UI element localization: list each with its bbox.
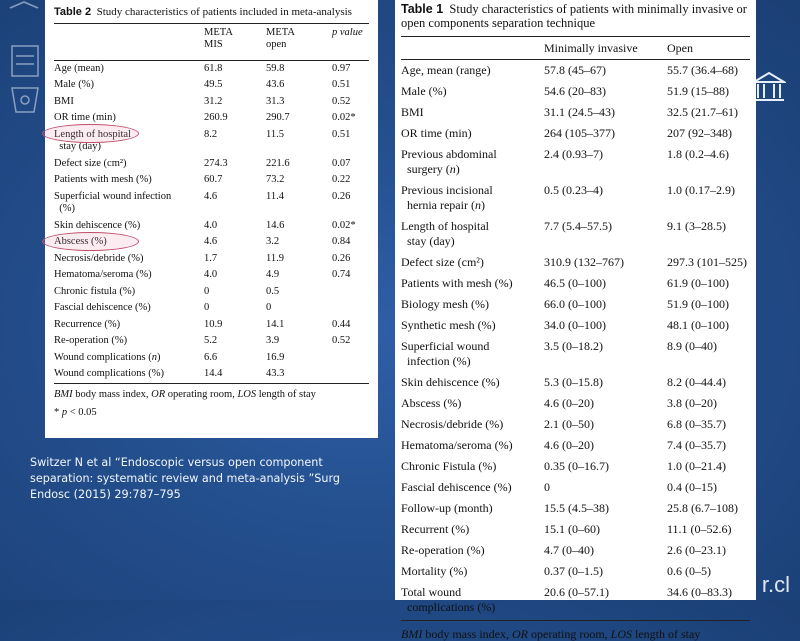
table1-row [401,273,750,294]
table2-cell-mis: 0 [204,302,210,313]
table2-cell-label: Wound complications (%) [54,368,164,379]
table2-cell-mis: 4.6 [204,190,218,202]
table1-cell-open: 0.4 (0–15) [667,480,717,494]
table1-cell-mis: 0.37 (0–1.5) [544,564,603,578]
table1-cell-open: 297.3 (101–525) [667,255,747,269]
table2-cell-mis: 1.7 [204,252,218,264]
table1-cell-label: Mortality (%) [401,564,468,578]
table1-header-row [401,37,750,60]
table1-cell-label: Abscess (%) [401,396,462,410]
watermark-text: r.cl [761,572,790,597]
table2-header-label [54,24,204,60]
table2-row [54,189,369,218]
institution-crest-icon [4,0,46,120]
table2-cell-label: Skin dehiscence (%) [54,219,141,231]
table2-cell-label: Fascial dehiscence (%) [54,302,151,313]
citation-text: Switzer N et al “Endoscopic versus open component separation: systematic review and meta-analysis ”Surg Endosc (2015) 29:787–795 [30,456,340,501]
table1-row [401,498,750,519]
table1-row [401,336,750,372]
table1-footnote: BMI body mass index, OR operating room, LOS length of stay [401,627,701,641]
table1-cell-open: 51.9 (15–88) [667,84,729,98]
table2-row [54,172,369,189]
table1-cell-open: 51.9 (0–100) [667,297,729,311]
table1-cell-mis: 20.6 (0–57.1) [544,585,609,599]
table2-cell-open: 31.3 [266,95,285,107]
table2-cell-mis: 6.6 [204,351,218,363]
table2-cell-p: 0.44 [332,318,351,330]
table2-cell-mis: 10.9 [204,318,223,330]
table1-cell-label: BMI [401,105,424,119]
table2-cell-open: 59.8 [266,62,285,74]
table2-cell-label: Male (%) [54,79,94,90]
table1-cell-open: 32.5 (21.7–61) [667,105,738,119]
table1-cell-open: 6.8 (0–35.7) [667,417,726,431]
table1-cell-label: Necrosis/debride (%) [401,417,504,431]
table1-header-label [401,37,544,60]
table2-cell-open: 11.9 [266,252,284,264]
table2-cell-open: 11.4 [266,190,284,202]
table1-cell-label: Synthetic mesh (%) [401,318,496,332]
table2-cell-open: 3.2 [266,236,280,247]
table2-cell-label: BMI [54,95,74,107]
table2-body [54,60,369,383]
table2-row [54,284,369,301]
table2-cell-p: 0.52 [332,335,351,346]
table1-cell-open: 25.8 (6.7–108) [667,501,738,515]
table1-cell-open: 1.0 (0.17–2.9) [667,183,735,197]
table1-cell-mis: 4.6 (0–20) [544,438,594,452]
table1-cell-label: Follow-up (month) [401,501,493,515]
table1-cell-label: Patients with mesh (%) [401,276,513,290]
table2-cell-mis: 61.8 [204,62,223,74]
table1-cell-open: 55.7 (36.4–68) [667,63,738,77]
table1-cell-open: 1.0 (0–21.4) [667,459,726,473]
building-logo-icon [752,70,786,104]
table2-cell-label: Necrosis/debride (%) [54,252,144,264]
table2-cell-mis: 260.9 [204,112,228,123]
table1-cell-mis: 5.3 (0–15.8) [544,375,603,389]
or-time-highlight [42,124,139,143]
table2-cell-open: 73.2 [266,174,285,185]
table1-cell-open: 207 (92–348) [667,126,732,140]
table1-cell-mis: 310.9 (132–767) [544,255,624,269]
table1-row [401,372,750,393]
table1-cell-mis: 2.1 (0–50) [544,417,594,431]
table2-cell-label: Defect size (cm²) [54,157,127,169]
table2-row [54,77,369,94]
table2-cell-mis: 4.0 [204,269,218,280]
table2-caption-label: Table 2 [54,6,92,18]
table1-cell-mis: 4.7 (0–40) [544,543,594,557]
table1-cell-mis: 0 [544,480,550,494]
table1-cell-mis: 0.35 (0–16.7) [544,459,609,473]
table1-panel [395,0,756,641]
table2-panel [45,0,378,438]
table2-cell-label: Chronic fistula (%) [54,285,136,297]
table1-row [401,582,750,618]
table2-significance-note: * p < 0.05 [54,406,97,418]
table2-cell-label: Age (mean) [54,62,104,74]
table2-header-mis: META MIS [204,27,233,50]
table1-row [401,315,750,336]
table2-cell-p [332,300,369,317]
table2-caption-text: Study characteristics of patients included in meta-analysis [96,6,352,18]
table2-cell-open: 16.9 [266,351,285,363]
table1-cell-label: Biology mesh (%) [401,297,489,311]
table2-row [54,300,369,317]
table1-row [401,519,750,540]
table1-cell-label: Length of hospital stay (day) [401,219,489,248]
table2-cell-p: 0.52 [332,95,351,107]
table1-row [401,81,750,102]
table1-cell-open: 2.6 (0–23.1) [667,543,726,557]
table2-cell-p: 0.84 [332,236,351,247]
table1-cell-mis: 3.5 (0–18.2) [544,339,603,353]
table1-row [401,252,750,273]
table2-row [54,251,369,268]
table2-cell-mis: 31.2 [204,95,223,107]
table2-cell-mis: 0 [204,285,210,297]
table2-cell-p: 0.22 [332,174,351,185]
table1-cell-label: Fascial dehiscence (%) [401,480,512,494]
table2-cell-mis: 4.6 [204,236,218,247]
table2-row [54,366,369,383]
table1-cell-label: Total wound complications (%) [401,585,496,614]
table1-body [401,60,750,619]
table2-cell-open: 43.6 [266,79,285,90]
table2-cell-open: 3.9 [266,335,280,346]
table2-cell-mis: 4.0 [204,219,218,231]
table2-cell-open: 14.6 [266,219,285,231]
table1 [401,37,750,618]
table2-cell-mis: 49.5 [204,79,223,90]
table1-cell-label: Male (%) [401,84,447,98]
table2-cell-mis: 14.4 [204,368,223,379]
table1-cell-open: 0.6 (0–5) [667,564,711,578]
table2-cell-open: 290.7 [266,112,290,123]
table2-cell-p: 0.02* [332,112,356,123]
table2-cell-p: 0.26 [332,190,351,202]
table1-cell-mis: 57.8 (45–67) [544,63,606,77]
table1-row [401,561,750,582]
table2-cell-label: OR time (min) [54,112,116,123]
table1-cell-open: 11.1 (0–52.6) [667,522,732,536]
table1-row [401,477,750,498]
table2-cell-p: 0.07 [332,157,351,169]
table2-cell-p: 0.74 [332,269,351,280]
table2-row [54,267,369,284]
table2-cell-p: 0.26 [332,252,351,264]
table2-cell-open: 43.3 [266,368,285,379]
table2-caption [54,6,369,19]
table1-cell-mis: 66.0 (0–100) [544,297,606,311]
table1-cell-label: Chronic Fistula (%) [401,459,497,473]
table2-header-open: META open [266,27,295,50]
table1-cell-mis: 7.7 (5.4–57.5) [544,219,612,233]
table1-cell-label: Superficial wound infection (%) [401,339,490,368]
table2-cell-mis: 5.2 [204,335,218,346]
table1-cell-mis: 15.1 (0–60) [544,522,600,536]
table1-cell-open: 61.9 (0–100) [667,276,729,290]
table1-cell-label: Previous abdominal surgery (n) [401,147,497,176]
table1-caption [401,0,750,30]
table2-cell-label: Abscess (%) [54,236,107,247]
table1-cell-mis: 2.4 (0.93–7) [544,147,603,161]
table1-cell-open: 8.9 (0–40) [667,339,717,353]
table1-row [401,123,750,144]
table2-cell-label: Superficial wound infection (%) [54,190,172,214]
table1-cell-label: Defect size (cm²) [401,255,484,269]
table1-cell-open: 8.2 (0–44.4) [667,375,726,389]
table1-caption-label: Table 1 [401,2,444,16]
table2-cell-open: 11.5 [266,128,284,140]
table1-row [401,60,750,82]
skin-dehiscence-highlight [42,232,139,251]
table2-row [54,350,369,367]
table2-cell-open: 0 [266,302,272,313]
table1-cell-label: OR time (min) [401,126,472,140]
table2-cell-mis: 60.7 [204,174,223,185]
table1-cell-open: 9.1 (3–28.5) [667,219,726,233]
table1-row [401,216,750,252]
table1-row [401,456,750,477]
table2-cell-p: 0.97 [332,62,351,74]
table2-cell-open: 0.5 [266,285,280,297]
table2-footnote: BMI body mass index, OR operating room, LOS length of stay [54,388,316,400]
table2-header-row [54,24,369,60]
table2-cell-label: Recurrence (%) [54,318,121,330]
table1-cell-mis: 54.6 (20–83) [544,84,606,98]
table2-cell-label: Re-operation (%) [54,335,128,346]
table2-row [54,317,369,334]
table2-cell-p: 0.51 [332,128,351,140]
table1-cell-mis: 15.5 (4.5–38) [544,501,609,515]
table2-cell-label: Length of hospital stay (day) [54,128,131,152]
table1-row [401,294,750,315]
table1-header-open: Open [667,41,693,55]
table2-header-p: p value [332,27,363,38]
table2-cell-label: Wound complications (n) [54,351,161,363]
table2-cell-open: 14.1 [266,318,285,330]
table2-cell-p [332,284,369,301]
table1-cell-open: 3.8 (0–20) [667,396,717,410]
table1-cell-label: Skin dehiscence (%) [401,375,500,389]
table1-cell-label: Age, mean (range) [401,63,491,77]
table2 [54,24,369,383]
table1-row [401,144,750,180]
table1-cell-label: Hematoma/seroma (%) [401,438,513,452]
table1-cell-label: Previous incisional hernia repair (n) [401,183,493,212]
table1-cell-open: 34.6 (0–83.3) [667,585,732,599]
table2-row [54,60,369,77]
table1-cell-label: Recurrent (%) [401,522,470,536]
table2-cell-p [332,366,369,383]
table2-cell-p: 0.51 [332,79,351,90]
table2-cell-label: Hematoma/seroma (%) [54,269,152,280]
table1-row [401,393,750,414]
table1-cell-mis: 31.1 (24.5–43) [544,105,615,119]
table2-cell-p [332,350,369,367]
table1-cell-mis: 46.5 (0–100) [544,276,606,290]
table1-cell-label: Re-operation (%) [401,543,485,557]
table1-cell-open: 48.1 (0–100) [667,318,729,332]
table1-caption-text: Study characteristics of patients with minimally invasive or open components separation technique [401,2,747,30]
table1-cell-mis: 264 (105–377) [544,126,615,140]
table2-row [54,156,369,173]
table1-cell-mis: 34.0 (0–100) [544,318,606,332]
table1-row [401,102,750,123]
table2-cell-open: 4.9 [266,269,280,280]
table2-cell-open: 221.6 [266,157,290,169]
table1-cell-open: 7.4 (0–35.7) [667,438,726,452]
table1-cell-mis: 0.5 (0.23–4) [544,183,603,197]
table1-header-mis: Minimally invasive [544,41,638,55]
table2-cell-label: Patients with mesh (%) [54,174,152,185]
table2-cell-mis: 274.3 [204,157,228,169]
table1-row [401,435,750,456]
table2-row [54,333,369,350]
table1-row [401,540,750,561]
table1-cell-mis: 4.6 (0–20) [544,396,594,410]
table2-cell-mis: 8.2 [204,128,218,140]
table1-cell-open: 1.8 (0.2–4.6) [667,147,729,161]
table2-cell-p: 0.02* [332,219,356,231]
table2-row [54,94,369,111]
table1-row [401,180,750,216]
table1-row [401,414,750,435]
